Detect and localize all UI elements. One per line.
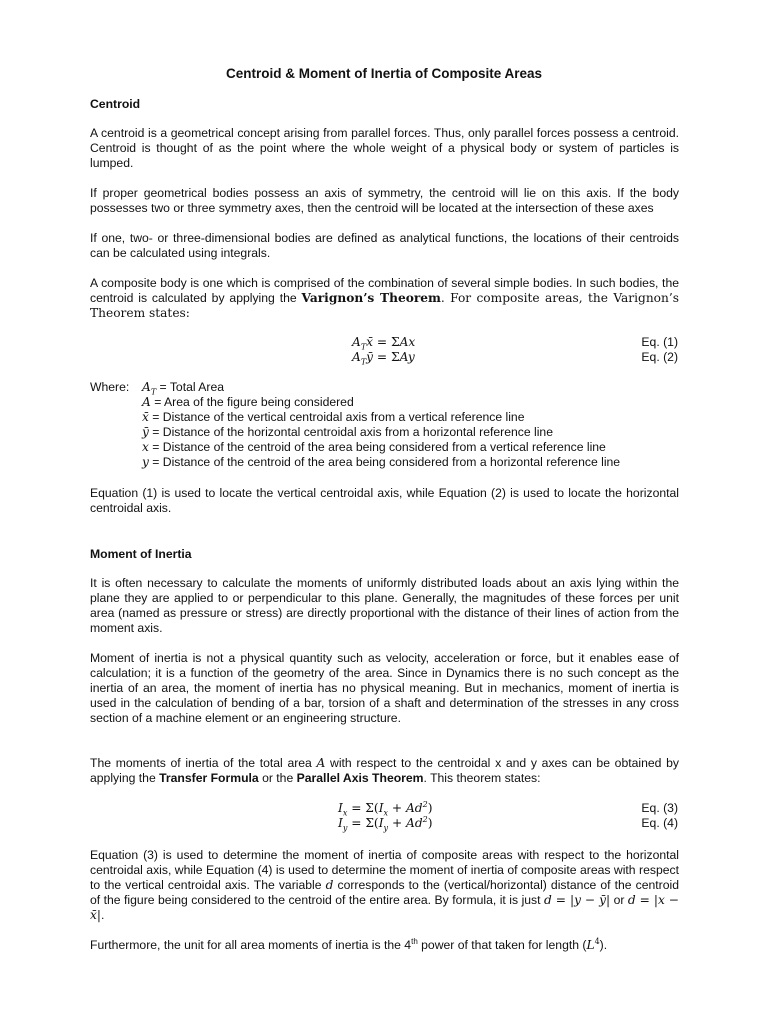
where-label: Where: — [90, 380, 130, 394]
equation-1-row — [0, 335, 768, 350]
equation-1-label: Eq. (1) — [641, 335, 678, 349]
equation-4-label: Eq. (4) — [641, 816, 678, 830]
equation-4-row — [0, 816, 768, 831]
centroid-paragraph-1: A centroid is a geometrical concept arising from parallel forces. Thus, only parallel forces possess a centroid. Centroid is thought of as the point where the whole weight of a physical body or system of particles is lumped. — [90, 126, 679, 170]
definition-y: y = Distance of the centroid of the area being considered from a horizontal reference line — [142, 455, 621, 469]
moment-paragraph-4: Equation (3) is used to determine the moment of inertia of composite areas with respect to the horizontal centroidal axis, while Equation (4) is used to determine the moment of inertia of composite areas with respect to the vertical centroidal axis. The variable d corresponds to the (vertical/horizontal) distance of the centroid of the figure being considered to the centroid of the entire area. By formula, it is just d = |y − ȳ| or d = |x − x̄|. — [90, 848, 680, 922]
equation-3: $I_x = \Sigma(I_x + Ad^2)$ — [338, 799, 433, 818]
definition-total-area: $A_T$ = Total Area — [142, 380, 225, 397]
parallel-axis-theorem-term: Parallel Axis Theorem — [296, 771, 424, 785]
definition-area: A = Area of the figure being considered — [142, 395, 354, 409]
page-title: Centroid & Moment of Inertia of Composite Areas — [225, 66, 543, 81]
centroid-heading: Centroid — [90, 97, 141, 111]
equation-2-row — [0, 350, 768, 365]
definition-x-bar: x̄ = Distance of the vertical centroidal axis from a vertical reference line — [142, 410, 525, 424]
equation-2-label: Eq. (2) — [641, 350, 678, 364]
moment-heading: Moment of Inertia — [90, 547, 192, 561]
equation-2: $A_Tȳ = \Sigma Ay$ — [352, 350, 415, 367]
equation-3-row — [0, 801, 768, 816]
equation-4: $I_y = \Sigma(I_y + Ad^2)$ — [338, 814, 433, 833]
centroid-paragraph-5: Equation (1) is used to locate the vertical centroidal axis, while Equation (2) is used to locate the horizontal centroidal axis. — [90, 486, 679, 515]
transfer-formula-term: Transfer Formula — [159, 771, 259, 785]
text-run: . For composite areas, the Varignon’s Theorem states: — [90, 291, 679, 320]
text-run: A composite body is one which is comprised of the combination of several simple bodies. In such bodies, the centroid is calculated by applying the — [90, 276, 679, 305]
moment-paragraph-3: The moments of inertia of the total area A with respect to the centroidal x and y axes can be obtained by applying the Transfer Formula or the Parallel Axis Theorem. This theorem states: — [90, 756, 679, 785]
moment-paragraph-2: Moment of inertia is not a physical quantity such as velocity, acceleration or force, but it enables ease of calculation; it is a function of the geometry of the area. Since in Dynamics there is no such concept as the inertia of an area, the moment of inertia has no physical meaning. But in mechanics, moment of inertia is used in the calculation of bending of a bar, torsion of a shaft and determination of the stresses in any cross section of a machine element or an engineering structure. — [90, 651, 679, 725]
equation-3-label: Eq. (3) — [641, 801, 678, 815]
moment-paragraph-1: It is often necessary to calculate the moments of uniformly distributed loads about an axis lying within the plane they are applied to or perpendicular to this plane. Generally, the magnitudes of these forces per unit area (named as pressure or stress) are directly proportional with the distance of their lines of action from the moment axis. — [90, 576, 679, 635]
definition-x: x = Distance of the centroid of the area being considered from a vertical reference line — [142, 440, 606, 454]
centroid-paragraph-3: If one, two- or three-dimensional bodies are defined as analytical functions, the locations of their centroids can be calculated using integrals. — [90, 231, 679, 260]
equation-1: $A_Tx̄ = \Sigma Ax$ — [352, 335, 416, 352]
centroid-paragraph-4 — [90, 276, 679, 321]
definition-y-bar: ȳ = Distance of the horizontal centroidal axis from a horizontal reference line — [142, 425, 553, 439]
centroid-paragraph-2: If proper geometrical bodies possess an axis of symmetry, the centroid will lie on this axis. If the body possesses two or three symmetry axes, then the centroid will be located at the intersection of these axes — [90, 186, 679, 215]
moment-paragraph-5: Furthermore, the unit for all area moments of inertia is the 4th power of that taken for length $(L^4)$. — [90, 936, 608, 952]
varignon-theorem-term: Varignon’s Theorem — [301, 291, 441, 305]
